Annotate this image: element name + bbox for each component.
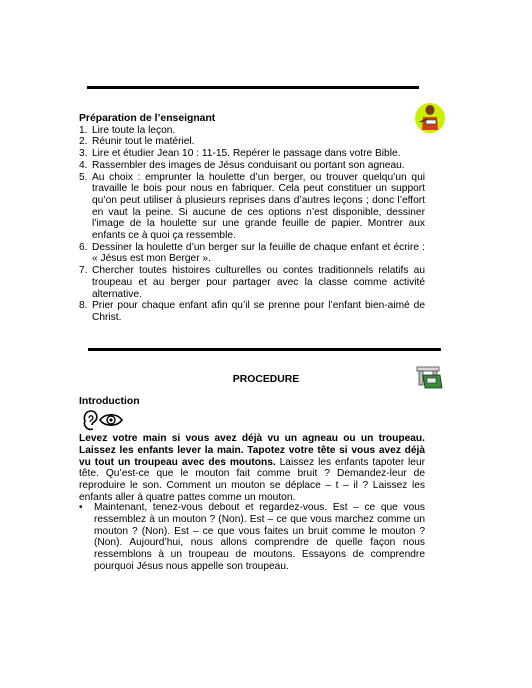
desk-icon (414, 363, 444, 391)
list-item: 5. Au choix : emprunter la houlette d’un berger, ou trouver quelqu’un qui travaille le bois pour nous en fabriquer. Cela peut constituer un support qu’on peut utiliser à plusieurs reprises dans d’autres leçons ; donc l’effort en vaut la peine. Si aucune de ces options n’est disponible, dessiner l’image de la houlette sur une grande feuille de papier. Montrer aux enfants ce à quoi ça ressemble. (79, 171, 425, 242)
introduction-paragraph (79, 433, 425, 504)
middle-divider (88, 348, 441, 351)
introduction-title: Introduction (79, 396, 140, 407)
top-divider (87, 86, 419, 89)
ear-icon (79, 409, 99, 431)
list-item: 1. Lire toute la leçon. (79, 124, 176, 136)
bullet-text: Maintenant, tenez-vous debout et regardez-vous. Est – ce que vous ressemblez à un mouton ? (Non). Est – ce que vous marchez comme un mouton ? (Non). Est – ce que vous faites un bruit comme le mouton ? (Non). Aujourd’hui, nous allons comprendre de quelle façon nous ressemblons à un troupeau de moutons. Essayons de comprendre pourquoi Jésus nous appelle son troupeau. (94, 502, 425, 572)
list-item: 2. Réunir tout le matériel. (79, 136, 195, 148)
bullet-marker: • (79, 502, 83, 513)
procedure-title: PROCEDURE (232, 374, 300, 385)
list-item (79, 502, 425, 573)
list-item: 4. Rassembler des images de Jésus conduisant ou portant son agneau. (79, 159, 405, 171)
list-item: 3. Lire et étudier Jean 10 : 11-15. Repérer le passage dans votre Bible. (79, 148, 401, 160)
preparation-list (79, 125, 425, 324)
teacher-preparation (79, 113, 425, 324)
list-item: 8. Prier pour chaque enfant afin qu’il se prenne pour l’enfant bien-aimé de Christ. (79, 300, 425, 323)
list-item: 7. Chercher toutes histoires culturelles ou contes traditionnels relatifs au troupeau et au berger pour partager avec la classe comme activité alternative. (79, 265, 425, 300)
preparation-title: Préparation de l’enseignant (79, 113, 216, 124)
eye-icon (99, 412, 123, 428)
intro-text: Laissez les enfants tapoter leur tête. Qu’est-ce que le mouton fait comme bruit ? Demandez-leur de reproduire le son. Comment un mouton se déplace – t – il ? Laissez les enfants aller à quatre pattes comme un mouton. (79, 456, 425, 503)
list-item: 6. Dessiner la houlette d’un berger sur la feuille de chaque enfant et écrire : « Jésus est mon Berger ». (79, 241, 425, 265)
intro-bold-text: Levez votre main si vous avez déjà vu un agneau ou un troupeau. Laissez les enfants lever la main. Tapotez votre tête si vous avez déjà vu tout un troupeau avec des moutons. (79, 433, 425, 468)
